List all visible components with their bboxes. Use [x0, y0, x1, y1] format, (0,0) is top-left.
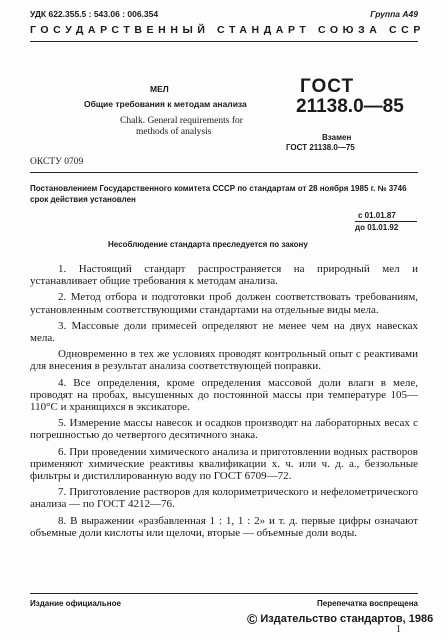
title-english-line-2: methods of analysis: [136, 127, 212, 137]
udk-code: УДК 622.355.5 : 543.06 : 006.354: [30, 9, 159, 19]
replaced-standard: ГОСТ 21138.0—75: [286, 143, 355, 152]
validity-underline: [355, 221, 417, 222]
page-number: 1: [396, 624, 401, 635]
body-paragraph: 5. Измерение массы навесок и осадков производят на лабораторных весах с погрешностью до четвертого десятичного знака.: [30, 417, 418, 442]
decree-text: Постановлением Государственного комитета СССР по стандартам от 28 ноября 1985 г. № 3746 срок действия установлен: [30, 184, 407, 204]
footer-divider: [30, 593, 418, 594]
body-paragraph: Одновременно в тех же условиях проводят контрольный опыт с реактивами для внесения в результат анализа соответствующей поправки.: [30, 348, 418, 373]
product-name: МЕЛ: [150, 84, 169, 94]
title-divider: [30, 172, 418, 173]
official-edition-label: Издание официальное: [30, 599, 121, 608]
gost-label: ГОСТ: [300, 76, 355, 97]
replaces-label: Взамен: [322, 133, 352, 142]
reprint-notice: Перепечатка воспрещена: [317, 599, 418, 608]
gost-number: 21138.0—85: [296, 96, 404, 117]
title-english-line-1: Chalk. General requirements for: [120, 116, 243, 126]
copyright-icon: ©: [247, 611, 258, 627]
law-notice: Несоблюдение стандарта преследуется по закону: [108, 240, 308, 249]
body-paragraph: 4. Все определения, кроме определения массовой доли влаги в меле, проводят на пробах, высушенных до постоянной массы при температуре 105—110°С и хранящихся в эксикаторе.: [30, 376, 418, 414]
body-paragraph: 6. При проведении химического анализа и приготовлении водных растворов применяют химические реактивы квалификации х. ч. или ч. д. а., беззольные фильтры и дистиллированную воду по ГОСТ 6709—72.: [30, 445, 418, 483]
copyright-line: [247, 611, 433, 627]
valid-until-date: до 01.01.92: [355, 223, 399, 232]
valid-from-date: с 01.01.87: [358, 211, 396, 220]
body-paragraph: 8. В выражении «разбавленная 1 : 1, 1 : 2» и т. д. первые цифры означают объемные доли кислоты или щелочи, вторые — объемные доли воды.: [30, 514, 418, 539]
body-paragraph: 3. Массовые доли примесей определяют не менее чем на двух навесках мела.: [30, 319, 418, 345]
body-paragraph: 2. Метод отбора и подготовки проб должен соответствовать требованиям, установленным соответствующими стандартами на отдельные виды мела.: [30, 291, 418, 316]
body-paragraph: 1. Настоящий стандарт распространяется на природный мел и устанавливает общие требования к методам анализа.: [30, 263, 418, 288]
publisher-name: Издательство стандартов, 1986: [260, 613, 434, 625]
body-paragraph: 7. Приготовление растворов для колориметрического и нефелометрического анализа — по ГОСТ 4212—76.: [30, 486, 418, 511]
header-divider: [30, 41, 418, 42]
standard-title: ГОСУДАРСТВЕННЫЙ СТАНДАРТ СОЮЗА ССР: [30, 24, 425, 36]
title-russian: Общие требования к методам анализа: [84, 99, 247, 109]
group-code: Группа А49: [370, 9, 418, 19]
okstu-code: ОКСТУ 0709: [30, 157, 84, 167]
standard-body: [30, 263, 418, 539]
